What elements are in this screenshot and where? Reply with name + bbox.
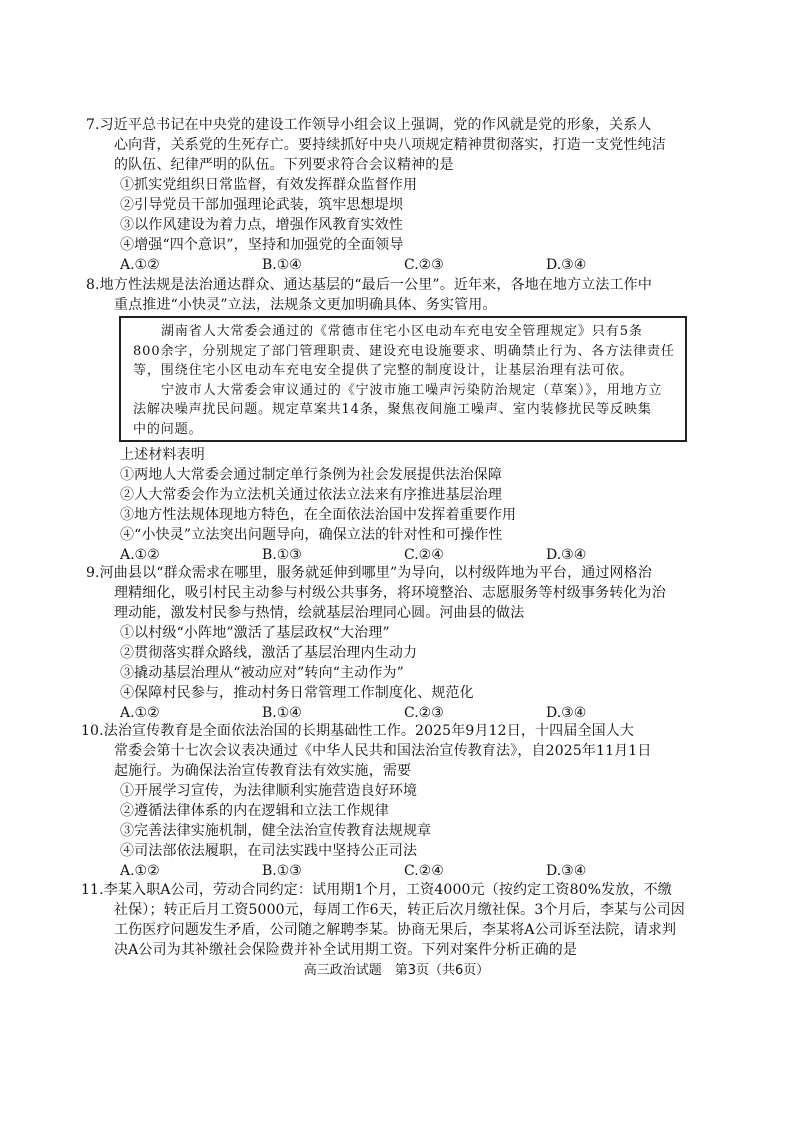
question-9-option: ②贯彻落实群众路线，激活了基层治理内生动力 — [120, 645, 418, 661]
choice-b: B.①③ — [262, 863, 302, 879]
question-8-choices — [120, 545, 700, 565]
question-10-option: ③完善法律实施机制，健全法治宣传教育法规规章 — [120, 823, 432, 839]
question-7-option: ④增强“四个意识”，坚持和加强党的全面领导 — [120, 237, 404, 253]
question-9-choices — [120, 703, 700, 723]
question-7 — [86, 115, 700, 275]
question-10 — [81, 721, 700, 881]
question-11-stem-line: 决A公司为其补缴社会保险费并补全试用期工资。下列对案件分析正确的是 — [114, 942, 578, 958]
question-9-stem-line: 理精细化，吸引村民主动参与村级公共事务，将环境整治、志愿服务等村级事务转化为治 — [114, 585, 666, 601]
question-8-option: ①两地人大常委会通过制定单行条例为社会发展提供法治保障 — [120, 467, 503, 483]
question-7-option: ②引导党员干部加强理论武装，筑牢思想堤坝 — [120, 197, 403, 213]
choice-d: D.③④ — [546, 547, 587, 563]
question-7-choices — [120, 255, 700, 275]
question-8-option: ②人大常委会作为立法机关通过依法立法来有序推进基层治理 — [120, 487, 503, 503]
choice-d: D.③④ — [546, 863, 587, 879]
choice-b: B.①③ — [262, 547, 302, 563]
material-line: 宁波市人大常委会审议通过的《宁波市施工噪声污染防治规定（草案）》，用地方立 — [161, 382, 663, 398]
question-8-options — [100, 445, 700, 565]
material-line: 法解决噪声扰民问题。规定草案共14条，聚焦夜间施工噪声、室内装修扰民等反映集 — [133, 402, 652, 417]
choice-a: A.①② — [120, 705, 160, 721]
question-9 — [86, 563, 700, 723]
question-10-choices — [120, 861, 700, 881]
question-10-option: ①开展学习宣传，为法律顺利实施营造良好环境 — [120, 783, 418, 799]
material-line: 800余字，分别规定了部门管理职责、建设充电设施要求、明确禁止行为、各方法律责任 — [133, 343, 675, 359]
choice-d: D.③④ — [546, 257, 587, 273]
question-8-lead: 上述材料表明 — [120, 447, 205, 463]
question-8-stem-line: 8.地方性法规是法治通达群众、通达基层的“最后一公里”。近年来，各地在地方立法工作中 — [86, 277, 652, 293]
choice-c: C.②④ — [404, 547, 444, 563]
page-footer: 高三政治试题 第3页（共6页） — [303, 963, 490, 978]
question-11 — [81, 880, 700, 960]
question-8-option: ④“小快灵”立法突出问题导向，确保立法的针对性和可操作性 — [120, 527, 503, 543]
question-8-stem — [86, 275, 700, 315]
choice-c: C.②③ — [404, 257, 444, 273]
question-7-stem-line: 7.习近平总书记在中央党的建设工作领导小组会议上强调，党的作风就是党的形象，关系人 — [86, 117, 652, 133]
material-line: 中的问题。 — [133, 421, 203, 437]
question-10-stem-line: 起施行。为确保法治宣传教育法有效实施，需要 — [114, 763, 412, 779]
choice-a: A.①② — [120, 257, 160, 273]
question-9-option: ④保障村民参与，推动村务日常管理工作制度化、规范化 — [120, 685, 474, 701]
question-8-material-box — [119, 316, 687, 442]
question-10-stem-line: 常委会第十七次会议表决通过《中华人民共和国法治宣传教育法》，自2025年11月1日 — [114, 743, 652, 759]
question-7-stem-line: 的队伍、纪律严明的队伍。下列要求符合会议精神的是 — [114, 157, 454, 173]
choice-b: B.①④ — [262, 257, 302, 273]
question-10-option: ②遵循法律体系的内在逻辑和立法工作规律 — [120, 803, 389, 819]
question-11-stem-line: 社保）；转正后月工资5000元，每周工作6天，转正后次月缴社保。3个月后，李某与公司因 — [114, 902, 685, 918]
question-9-stem-line: 9.河曲县以“群众需求在哪里，服务就延伸到哪里”为导向，以村级阵地为平台，通过网格治 — [86, 565, 652, 581]
question-8-stem-line: 重点推进“小快灵”立法，法规条文更加明确具体、务实管用。 — [114, 297, 497, 313]
question-7-option: ①抓实党组织日常监督，有效发挥群众监督作用 — [120, 177, 418, 193]
question-9-option: ①以村级“小阵地”激活了基层政权“大治理” — [120, 625, 390, 641]
material-line: 湖南省人大常委会通过的《常德市住宅小区电动车充电安全管理规定》只有5条 — [161, 324, 643, 339]
choice-d: D.③④ — [546, 705, 587, 721]
question-10-stem-line: 10.法治宣传教育是全面依法治国的长期基础性工作。2025年9月12日，十四届全国人大 — [81, 723, 635, 739]
choice-c: C.②③ — [404, 705, 444, 721]
question-7-stem-line: 心向背，关系党的生死存亡。要持续抓好中央八项规定精神贯彻落实，打造一支党性纯洁 — [114, 137, 666, 153]
choice-a: A.①② — [120, 547, 160, 563]
question-11-stem-line: 11.李某入职A公司，劳动合同约定：试用期1个月，工资4000元（按约定工资80%发放，不缴 — [81, 882, 672, 898]
choice-b: B.①④ — [262, 705, 302, 721]
question-10-option: ④司法部依法履职，在司法实践中坚持公正司法 — [120, 843, 418, 859]
question-8-option: ③地方性法规体现地方特色，在全面依法治国中发挥着重要作用 — [120, 507, 517, 523]
question-11-stem-line: 工伤医疗问题发生矛盾，公司随之解聘李某。协商无果后，李某将A公司诉至法院，请求判 — [114, 922, 677, 938]
question-7-option: ③以作风建设为着力点，增强作风教育实效性 — [120, 217, 403, 233]
choice-a: A.①② — [120, 863, 160, 879]
material-line: 等，围绕住宅小区电动车充电安全提供了完整的制度设计，让基层治理有法可依。 — [133, 363, 634, 378]
choice-c: C.②④ — [404, 863, 444, 879]
question-9-stem-line: 理动能，激发村民参与热情，绘就基层治理同心圆。河曲县的做法 — [114, 605, 525, 621]
question-9-option: ③撬动基层治理从“被动应对”转向“主动作为” — [120, 665, 404, 681]
